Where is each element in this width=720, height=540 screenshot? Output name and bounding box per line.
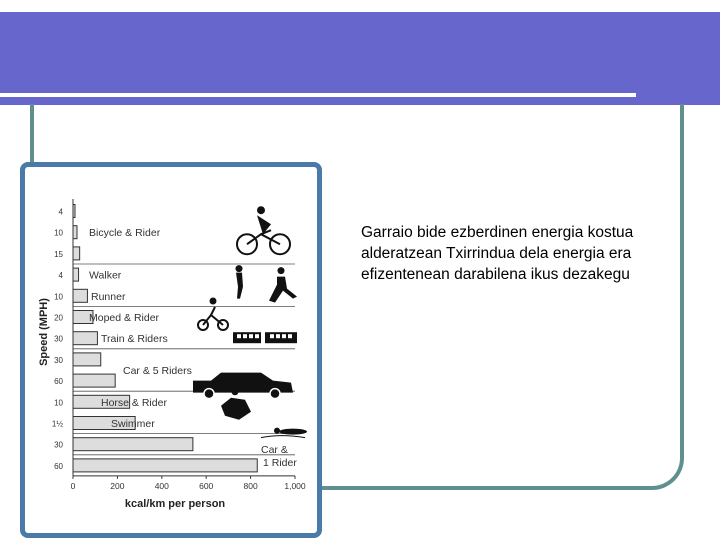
header-rule bbox=[0, 93, 636, 97]
bar bbox=[73, 226, 77, 239]
speed-tick-label: 10 bbox=[54, 398, 63, 408]
chart-card bbox=[20, 162, 322, 538]
caption bbox=[361, 222, 706, 285]
transport-icons bbox=[193, 206, 307, 437]
group-label: Horse & Rider bbox=[101, 396, 167, 409]
caption-line-2: alderatzean Txirrindua dela energia era bbox=[361, 245, 632, 262]
x-tick-label: 0 bbox=[70, 480, 76, 491]
group-label: Runner bbox=[91, 290, 126, 303]
x-tick-label: 200 bbox=[110, 480, 125, 491]
speed-tick-label: 20 bbox=[54, 313, 63, 323]
group-labels bbox=[89, 227, 297, 469]
caption-line-1: Garraio bide ezberdinen energia kostua bbox=[361, 224, 634, 241]
group-label: 1 Rider bbox=[263, 456, 297, 469]
bar bbox=[73, 332, 97, 345]
walker-icon bbox=[236, 265, 244, 299]
group-label: Bicycle & Rider bbox=[89, 227, 161, 240]
group-label: Walker bbox=[89, 269, 122, 282]
x-axis-label: kcal/km per person bbox=[124, 498, 226, 510]
speed-tick-label: 4 bbox=[58, 207, 63, 217]
bar bbox=[73, 268, 79, 281]
bar bbox=[73, 247, 80, 260]
bar bbox=[73, 459, 257, 472]
speed-tick-label: 10 bbox=[54, 292, 63, 302]
speed-tick-labels bbox=[52, 208, 64, 471]
x-tick-label: 600 bbox=[199, 480, 214, 491]
car-icon bbox=[193, 373, 293, 399]
group-label: Moped & Rider bbox=[89, 312, 160, 324]
group-label: Train & Riders bbox=[101, 333, 168, 346]
speed-tick-label: 30 bbox=[54, 334, 63, 344]
runner-icon bbox=[269, 267, 297, 303]
x-tick-label: 1,000 bbox=[284, 480, 306, 491]
caption-line-3: efizentenean darabilena ikus dezakegu bbox=[361, 266, 630, 283]
train-icon bbox=[233, 332, 297, 343]
header-band bbox=[0, 12, 720, 105]
group-label: Car & 5 Riders bbox=[123, 365, 192, 377]
speed-tick-label: 4 bbox=[58, 271, 63, 281]
bar bbox=[73, 374, 115, 387]
speed-tick-label: 15 bbox=[54, 249, 63, 259]
speed-tick-label: 30 bbox=[54, 440, 63, 450]
y-axis-label: Speed (MPH) bbox=[38, 298, 50, 366]
speed-tick-label: 1½ bbox=[51, 419, 63, 429]
horse-icon bbox=[221, 388, 251, 420]
energy-chart bbox=[25, 167, 317, 533]
speed-tick-label: 10 bbox=[54, 228, 63, 238]
x-tick-label: 400 bbox=[154, 480, 169, 491]
bar bbox=[73, 438, 193, 451]
moped-icon bbox=[198, 298, 228, 331]
cyclist-icon bbox=[237, 206, 290, 254]
speed-tick-label: 60 bbox=[54, 461, 63, 471]
speed-tick-label: 30 bbox=[54, 355, 63, 365]
group-label: Swimmer bbox=[111, 418, 155, 430]
speed-tick-label: 60 bbox=[54, 377, 63, 387]
group-label: Car & bbox=[261, 443, 288, 456]
swimmer-icon bbox=[261, 428, 307, 438]
x-tick-label: 800 bbox=[243, 480, 258, 491]
bar bbox=[73, 353, 101, 366]
bar bbox=[73, 289, 87, 302]
